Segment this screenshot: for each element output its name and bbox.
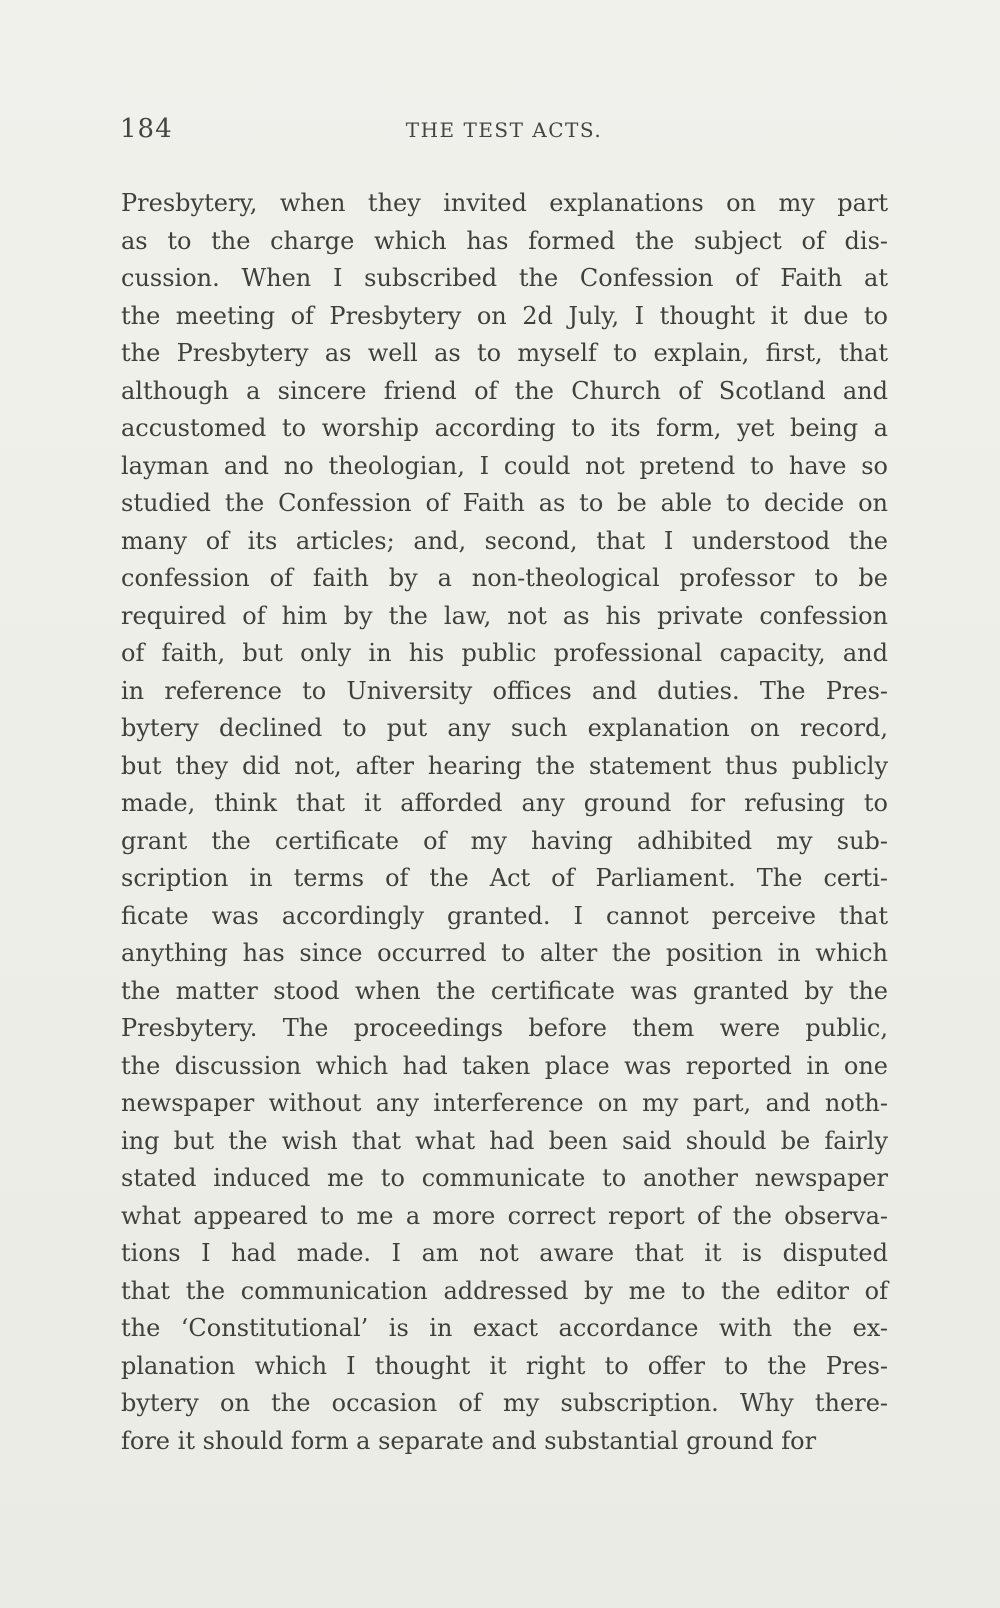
text-line: the matter stood when the certificate was granted by the [121,976,888,1005]
text-line: Presbytery. The proceedings before them were public, [121,1014,888,1042]
text-line: made, think that it afforded any ground for refusing to [121,789,888,817]
text-line: grant the certificate of my having adhibited my sub- [121,826,888,855]
text-line: as to the charge which has formed the subject of dis- [121,226,888,255]
text-line: but they did not, after hearing the statement thus publicly [121,751,888,780]
text-line: the ‘Constitutional’ is in exact accordance with the ex- [121,1314,888,1342]
text-line: although a sincere friend of the Church of Scotland and [121,376,888,405]
text-line: many of its articles; and, second, that I understood the [121,526,888,555]
text-line: accustomed to worship according to its form, yet being a [121,414,888,442]
text-line: confession of faith by a non-theological professor to be [121,564,888,592]
text-line: that the communication addressed by me to the editor of [121,1276,888,1305]
text-line: scription in terms of the Act of Parliament. The certi- [121,864,888,892]
text-line: planation which I thought it right to offer to the Pres- [121,1351,888,1380]
text-line: tions I had made. I am not aware that it is disputed [121,1239,888,1267]
page-header [120,114,888,154]
text-line: newspaper without any interference on my part, and noth- [121,1089,888,1117]
page-number: 184 [120,114,173,144]
running-title: THE TEST ACTS. [405,118,603,142]
text-line: layman and no theologian, I could not pretend to have so [121,451,888,480]
text-line: stated induced me to communicate to another newspaper [121,1164,888,1192]
text-line: what appeared to me a more correct report of the observa- [121,1201,888,1230]
text-line: required of him by the law, not as his private confession [121,601,888,630]
text-line: in reference to University offices and duties. The Pres- [121,676,888,705]
text-line: anything has since occurred to alter the position in which [121,939,888,967]
text-line: the meeting of Presbytery on 2d July, I thought it due to [121,301,888,330]
text-line: bytery declined to put any such explanation on record, [121,714,888,742]
text-line: the discussion which had taken place was reported in one [121,1051,888,1080]
text-line: fore it should form a separate and substantial ground for [121,1426,817,1455]
text-line: cussion. When I subscribed the Confession of Faith at [121,264,888,292]
text-line: ficate was accordingly granted. I cannot perceive that [121,901,888,930]
text-line: studied the Confession of Faith as to be able to decide on [121,489,888,517]
text-line: of faith, but only in his public professional capacity, and [121,639,888,667]
text-line: the Presbytery as well as to myself to explain, first, that [121,339,888,367]
text-line: Presbytery, when they invited explanations on my part [121,189,888,217]
text-line: ing but the wish that what had been said should be fairly [121,1126,888,1155]
body-text [121,185,888,1460]
text-line: bytery on the occasion of my subscription. Why there- [121,1389,888,1417]
